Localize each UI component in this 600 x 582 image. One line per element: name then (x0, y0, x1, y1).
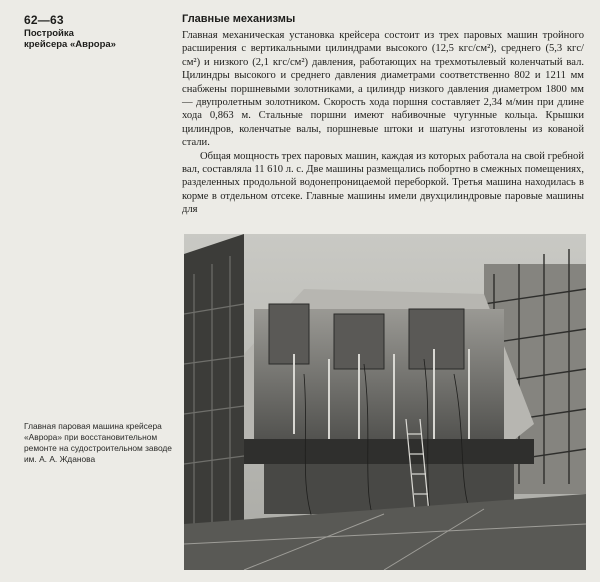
paragraph-2: Общая мощность трех паровых машин, каждая из которых работала на свой гребной вал, составляла 11 610 л. с. Две машины размещались побортно в смежных помещениях, разделенных продольной водонепроницаемой переборкой. Третья машина находилась в корме в отдельном отсеке. Главные машины имели двухцилиндровые паровые машины для (182, 150, 584, 216)
section-title: Главные механизмы (182, 13, 296, 25)
paragraph-1: Главная механическая установка крейсера состоит из трех паровых машин тройного расширения с вертикальными цилиндрами высокого (12,5 кгс/см²), среднего (5,3 кгс/см²) и низкого (2,1 кгс/см²) давления, работающих на трехмотылевый коленчатый вал. Цилиндры высокого и среднего давления диаметрами соответственно 802 и 1211 мм снабжены поршневыми золотниками, а цилиндр низкого давления диаметром 1800 мм — двупролетным золотником. Скорость хода поршня составляет 2,34 м/мин при длине хода 0,863 м. Стальные поршни имеют набивочные чугунные кольца. Крышки цилиндров, коленчатые валы, поршневые штоки и шатуны изготовлены из кованой стали. (182, 30, 584, 149)
running-head: Постройка крейсера «Аврора» (24, 28, 116, 50)
body-text (182, 29, 584, 217)
page-numbers: 62—63 (24, 13, 64, 27)
figure-caption: Главная паровая машина крейсера «Аврора» при восстановительном ремонте на судостроительном заводе им. А. А. Жданова (24, 421, 172, 464)
photo-illustration (184, 234, 586, 570)
steam-engine-photo (184, 234, 586, 570)
